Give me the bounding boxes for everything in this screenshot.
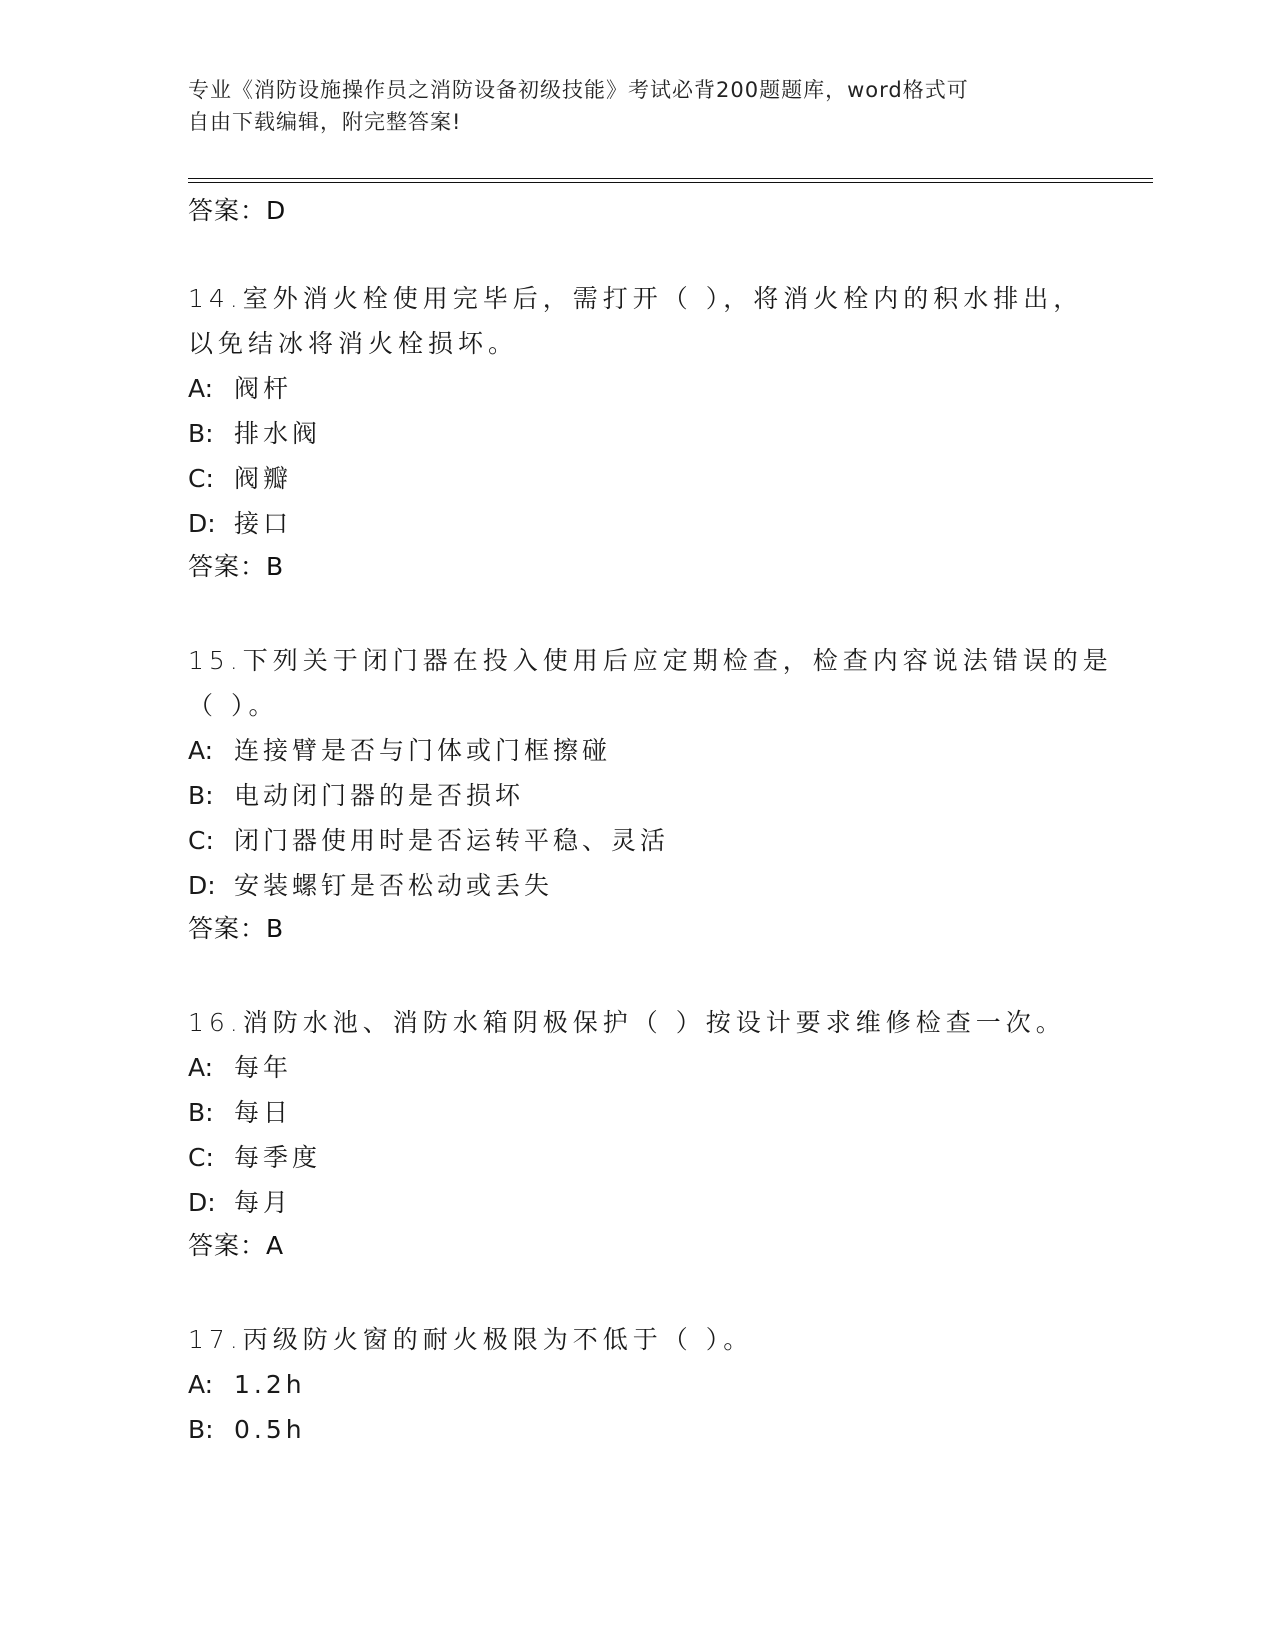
option-text: 每日 bbox=[234, 1098, 293, 1127]
option-letter: A: bbox=[188, 374, 214, 403]
option-a bbox=[188, 1362, 1128, 1407]
question-block-16 bbox=[188, 1000, 1128, 1267]
option-text: 1.2h bbox=[234, 1370, 306, 1399]
header-divider-bottom bbox=[188, 182, 1153, 183]
question-text bbox=[188, 638, 1128, 728]
option-letter: B: bbox=[188, 781, 214, 810]
question-line-1: 16.消防水池、消防水箱阴极保护（ ）按设计要求维修检查一次。 bbox=[188, 1008, 1066, 1037]
option-b bbox=[188, 773, 1128, 818]
question-list bbox=[188, 190, 1128, 1452]
option-text: 连接臂是否与门体或门框擦碰 bbox=[234, 736, 612, 765]
option-c bbox=[188, 456, 1128, 501]
option-letter: B: bbox=[188, 1098, 214, 1127]
option-letter: C: bbox=[188, 1143, 214, 1172]
option-text: 阀杆 bbox=[234, 374, 293, 403]
question-block-17 bbox=[188, 1317, 1128, 1452]
option-letter: B: bbox=[188, 419, 214, 448]
option-text: 安装螺钉是否松动或丢失 bbox=[234, 871, 554, 900]
question-text bbox=[188, 1000, 1128, 1045]
option-letter: D: bbox=[188, 871, 216, 900]
question-line-2: 以免结冰将消火栓损坏。 bbox=[188, 329, 519, 358]
option-a bbox=[188, 366, 1128, 411]
option-letter: A: bbox=[188, 1370, 214, 1399]
option-a bbox=[188, 728, 1128, 773]
question-block-15 bbox=[188, 638, 1128, 950]
previous-answer: 答案：D bbox=[188, 196, 287, 225]
header-line-2: 自由下载编辑，附完整答案! bbox=[188, 110, 462, 134]
option-d bbox=[188, 501, 1128, 546]
option-text: 0.5h bbox=[234, 1415, 306, 1444]
header-line-1: 专业《消防设施操作员之消防设备初级技能》考试必背200题题库，word格式可 bbox=[188, 78, 969, 102]
option-b bbox=[188, 1407, 1128, 1452]
option-b bbox=[188, 411, 1128, 456]
question-line-1: 14.室外消火栓使用完毕后，需打开（ ），将消火栓内的积水排出， bbox=[188, 284, 1084, 313]
question-text bbox=[188, 276, 1128, 366]
option-text: 排水阀 bbox=[234, 419, 322, 448]
option-b bbox=[188, 1090, 1128, 1135]
option-letter: B: bbox=[188, 1415, 214, 1444]
document-header bbox=[188, 74, 1088, 138]
header-divider-top bbox=[188, 178, 1153, 179]
option-text: 每月 bbox=[234, 1188, 293, 1217]
answer-line: 答案：A bbox=[188, 1231, 285, 1260]
option-c bbox=[188, 1135, 1128, 1180]
answer-line: 答案：B bbox=[188, 914, 285, 943]
option-d bbox=[188, 863, 1128, 908]
option-a bbox=[188, 1045, 1128, 1090]
option-c bbox=[188, 818, 1128, 863]
question-line-1: 17.丙级防火窗的耐火极限为不低于（ ）。 bbox=[188, 1325, 754, 1354]
option-letter: C: bbox=[188, 464, 214, 493]
option-text: 每季度 bbox=[234, 1143, 322, 1172]
option-text: 每年 bbox=[234, 1053, 293, 1082]
option-d bbox=[188, 1180, 1128, 1225]
question-text bbox=[188, 1317, 1128, 1362]
option-letter: C: bbox=[188, 826, 214, 855]
answer-line: 答案：B bbox=[188, 552, 285, 581]
question-block-14 bbox=[188, 276, 1128, 588]
option-letter: A: bbox=[188, 736, 214, 765]
option-letter: D: bbox=[188, 509, 216, 538]
question-line-2: （ ）。 bbox=[188, 691, 279, 720]
option-text: 阀瓣 bbox=[234, 464, 293, 493]
option-text: 闭门器使用时是否运转平稳、灵活 bbox=[234, 826, 670, 855]
option-text: 接口 bbox=[234, 509, 293, 538]
option-text: 电动闭门器的是否损坏 bbox=[234, 781, 525, 810]
question-line-1: 15.下列关于闭门器在投入使用后应定期检查，检查内容说法错误的是 bbox=[188, 646, 1113, 675]
option-letter: A: bbox=[188, 1053, 214, 1082]
option-letter: D: bbox=[188, 1188, 216, 1217]
